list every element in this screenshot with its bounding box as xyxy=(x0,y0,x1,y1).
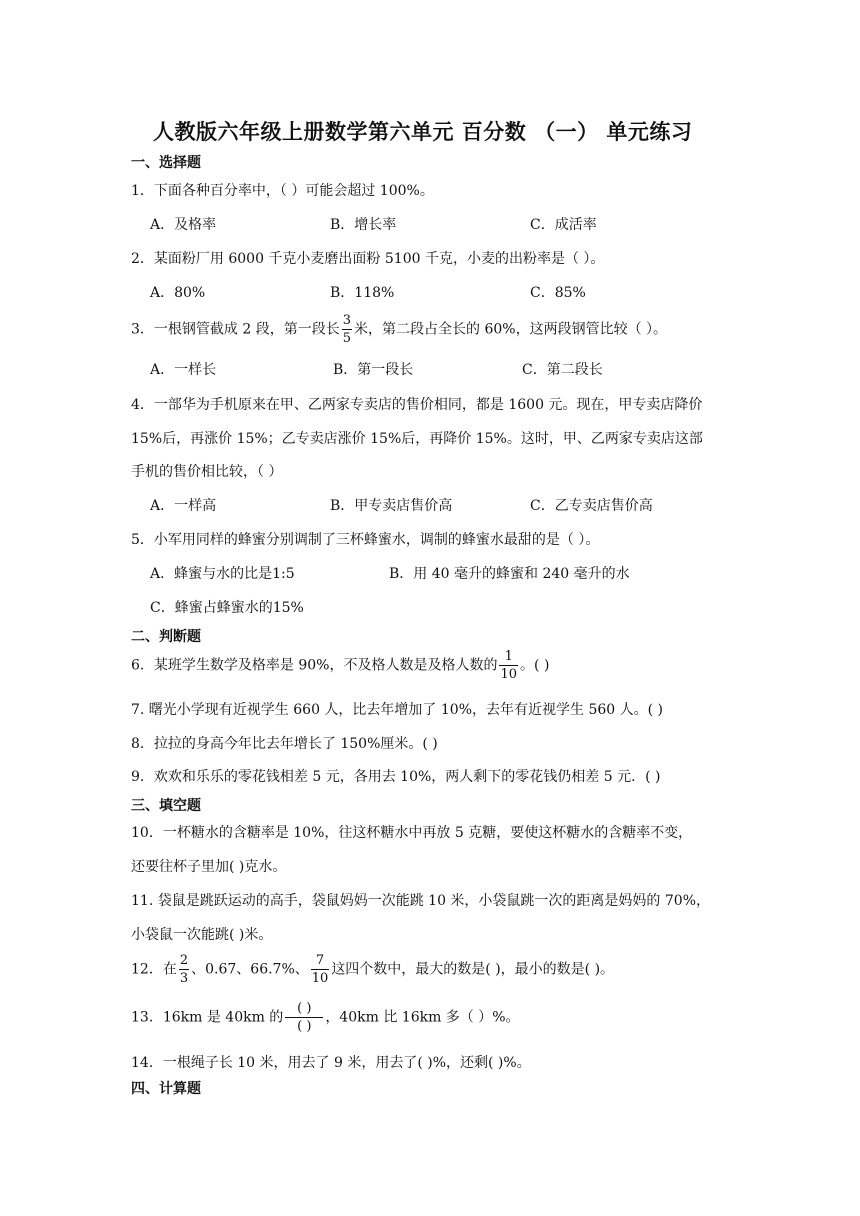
q12-fraction-2-denominator: 10 xyxy=(311,971,329,986)
question-11-line-2: 小袋鼠一次能跳( )米。 xyxy=(131,927,273,943)
q13-fraction-denominator: ( ) xyxy=(297,1019,312,1034)
q1-option-c: C．成活率 xyxy=(530,217,597,233)
q3-fraction xyxy=(342,314,352,345)
question-2: 2．某面粉厂用 6000 千克小麦磨出面粉 5100 千克，小麦的出粉率是（ ）。 xyxy=(131,251,605,267)
q13-text-post: ，40km 比 16km 多（ ）%。 xyxy=(325,1009,520,1026)
q6-fraction xyxy=(499,650,518,681)
section-heading-choice: 一、选择题 xyxy=(131,155,201,171)
question-4-line-1: 4．一部华为手机原来在甲、乙两家专卖店的售价相同，都是 1600 元。现在，甲专卖店降价 xyxy=(131,397,703,413)
q3-text-pre: 3．一根钢管截成 2 段，第一段长 xyxy=(131,321,340,338)
q13-fraction-blank xyxy=(285,1002,323,1033)
question-11-line-1: 11. 袋鼠是跳跃运动的高手，袋鼠妈妈一次能跳 10 米，小袋鼠跳一次的距离是妈妈的 70%， xyxy=(131,893,710,909)
q3-option-b: B．第一段长 xyxy=(333,362,414,378)
q5-option-a: A．蜂蜜与水的比是1:5 xyxy=(150,566,295,582)
question-1: 1．下面各种百分率中，（ ）可能会超过 100%。 xyxy=(131,183,434,199)
q12-fraction-1 xyxy=(179,954,189,985)
question-8: 8．拉拉的身高今年比去年增长了 150%厘米。( ) xyxy=(131,736,438,752)
q2-option-b: B．118% xyxy=(330,285,395,301)
question-6 xyxy=(131,650,549,681)
question-14: 14．一根绳子长 10 米，用去了 9 米，用去了( )%，还剩( )%。 xyxy=(131,1055,531,1071)
q6-fraction-numerator: 1 xyxy=(504,649,513,664)
q5-option-c: C．蜂蜜占蜂蜜水的15% xyxy=(150,600,304,616)
q3-option-a: A．一样长 xyxy=(150,362,217,378)
question-7: 7. 曙光小学现有近视学生 660 人，比去年增加了 10%，去年有近视学生 560 人。( ) xyxy=(131,702,663,718)
q3-text-post: 米，第二段占全长的 60%，这两段钢管比较（ ）。 xyxy=(354,321,668,338)
q2-option-a: A．80% xyxy=(150,285,206,301)
section-heading-fill-in: 三、填空题 xyxy=(131,798,201,814)
q6-fraction-denominator: 10 xyxy=(500,667,518,682)
q13-text-pre: 13．16km 是 40km 的 xyxy=(131,1009,284,1026)
q2-option-c: C．85% xyxy=(530,285,586,301)
q12-text-post: 这四个数中，最大的数是( )，最小的数是( )。 xyxy=(331,961,615,978)
question-4-line-2: 15%后，再涨价 15%；乙专卖店涨价 15%后，再降价 15%。这时，甲、乙两家专卖店这部 xyxy=(131,431,703,447)
q3-option-c: C．第二段长 xyxy=(522,362,603,378)
question-3 xyxy=(131,314,667,345)
question-4-line-3: 手机的售价相比较，（ ） xyxy=(131,464,283,480)
q13-fraction-numerator: ( ) xyxy=(297,1001,312,1016)
q12-text-pre: 12．在 xyxy=(131,961,177,978)
section-heading-calculation: 四、计算题 xyxy=(131,1081,201,1097)
page-title: 人教版六年级上册数学第六单元 百分数 （一） 单元练习 xyxy=(153,119,693,144)
question-13 xyxy=(131,1002,520,1033)
q4-option-a: A．一样高 xyxy=(150,498,217,514)
q12-fraction-1-denominator: 3 xyxy=(179,971,189,986)
q12-fraction-1-numerator: 2 xyxy=(179,953,189,968)
q4-option-b: B．甲专卖店售价高 xyxy=(330,498,453,514)
section-heading-judgement: 二、判断题 xyxy=(131,629,201,645)
question-10-line-1: 10．一杯糖水的含糖率是 10%，往这杯糖水中再放 5 克糖，要使这杯糖水的含糖率不变， xyxy=(131,825,693,841)
q1-option-b: B．增长率 xyxy=(330,217,397,233)
question-5: 5．小军用同样的蜂蜜分别调制了三杯蜂蜜水，调制的蜂蜜水最甜的是（ ）。 xyxy=(131,532,600,548)
q5-option-b: B．用 40 毫升的蜂蜜和 240 毫升的水 xyxy=(389,566,630,582)
q4-option-c: C．乙专卖店售价高 xyxy=(530,498,653,514)
q12-fraction-2 xyxy=(311,954,330,985)
question-9: 9．欢欢和乐乐的零花钱相差 5 元，各用去 10%，两人剩下的零花钱仍相差 5 元．( ) xyxy=(131,769,661,785)
question-10-line-2: 还要往杯子里加( )克水。 xyxy=(131,859,287,875)
q3-fraction-numerator: 3 xyxy=(342,313,351,328)
q12-fraction-2-numerator: 7 xyxy=(315,953,325,968)
q6-text-post: 。( ) xyxy=(520,657,550,674)
q6-text-pre: 6．某班学生数学及格率是 90%，不及格人数是及格人数的 xyxy=(131,657,498,674)
q12-text-mid: 、0.67、66.7%、 xyxy=(191,961,309,978)
q1-option-a: A．及格率 xyxy=(150,217,217,233)
q3-fraction-denominator: 5 xyxy=(342,331,351,346)
question-12 xyxy=(131,954,614,985)
